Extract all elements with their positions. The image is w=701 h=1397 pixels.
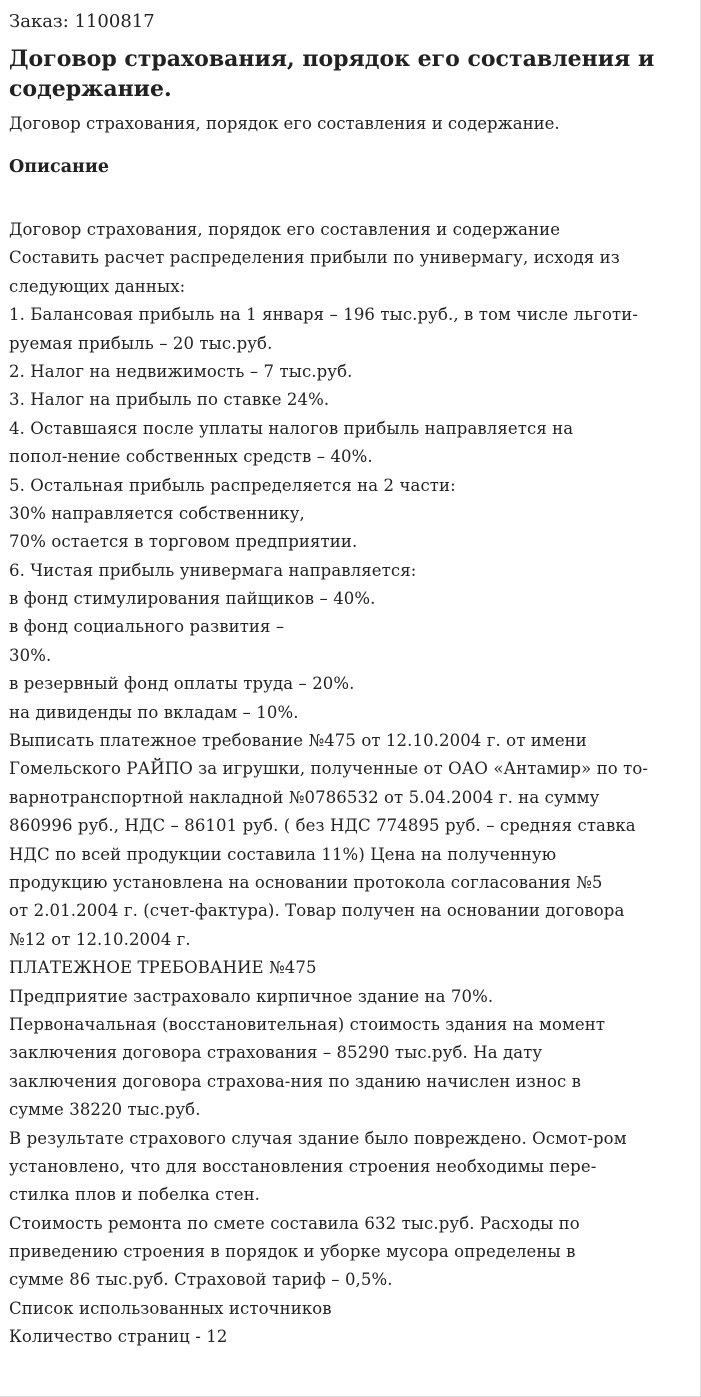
- description-line: приведению строения в порядок и уборке мусора определены в: [9, 1242, 576, 1262]
- description-line: сумме 86 тыс.руб. Страховой тариф – 0,5%.: [9, 1270, 393, 1290]
- document-subtitle: Договор страхования, порядок его составления и содержание.: [9, 114, 560, 133]
- description-line: НДС по всей продукции составила 11%) Цена на полученную: [9, 844, 557, 864]
- description-line: руемая прибыль – 20 тыс.руб.: [9, 333, 273, 353]
- description-line: 860996 руб., НДС – 86101 руб. ( без НДС 774895 руб. – средняя ставка: [9, 816, 636, 836]
- description-heading: Описание: [9, 157, 109, 177]
- description-line: заключения договора страхования – 85290 тыс.руб. На дату: [9, 1043, 543, 1063]
- description-line: Стоимость ремонта по смете составила 632 тыс.руб. Расходы по: [9, 1213, 580, 1233]
- description-line: №12 от 12.10.2004 г.: [9, 929, 191, 949]
- description-line: В результате страхового случая здание было повреждено. Осмот-ром: [9, 1128, 627, 1148]
- description-line: 30%.: [9, 645, 52, 665]
- description-line: от 2.01.2004 г. (счет-фактура). Товар получен на основании договора: [9, 901, 625, 921]
- description-line: 2. Налог на недвижимость – 7 тыс.руб.: [9, 361, 353, 381]
- description-line: Количество страниц - 12: [9, 1327, 228, 1347]
- description-line: 3. Налог на прибыль по ставке 24%.: [9, 390, 330, 410]
- description-line: 6. Чистая прибыль универмага направляется:: [9, 560, 417, 580]
- description-line: следующих данных:: [9, 276, 186, 296]
- description-line: сумме 38220 тыс.руб.: [9, 1100, 201, 1120]
- order-number: Заказ: 1100817: [9, 11, 155, 32]
- description-line: варнотранспортной накладной №0786532 от 5.04.2004 г. на сумму: [9, 787, 600, 807]
- description-line: Первоначальная (восстановительная) стоимость здания на момент: [9, 1014, 606, 1034]
- description-body: [9, 216, 688, 1352]
- description-line: 1. Балансовая прибыль на 1 января – 196 тыс.руб., в том числе льготи-: [9, 305, 639, 325]
- description-line: установлено, что для восстановления строения необходимы пере-: [9, 1156, 597, 1176]
- description-line: Договор страхования, порядок его составления и содержание: [9, 220, 561, 239]
- description-line: 30% направляется собственнику,: [9, 503, 305, 523]
- description-line: в фонд социального развития –: [9, 617, 285, 637]
- description-line: Предприятие застраховало кирпичное здание на 70%.: [9, 986, 494, 1006]
- description-line: 4. Оставшаяся после уплаты налогов прибыль направляется на: [9, 418, 574, 438]
- description-line: в резервный фонд оплаты труда – 20%.: [9, 674, 355, 694]
- description-line: в фонд стимулирования пайщиков – 40%.: [9, 589, 376, 609]
- document-title: Договор страхования, порядок его составления и содержание.: [9, 46, 655, 102]
- description-line: Выписать платежное требование №475 от 12.10.2004 г. от имени: [9, 731, 587, 751]
- description-line: на дивиденды по вкладам – 10%.: [9, 702, 299, 722]
- description-line: стилка плов и побелка стен.: [9, 1185, 261, 1205]
- description-line: Составить расчет распределения прибыли по универмагу, исходя из: [9, 248, 620, 268]
- description-line: заключения договора страхова-ния по зданию начислен износ в: [9, 1071, 582, 1091]
- description-line: ПЛАТЕЖНОЕ ТРЕБОВАНИЕ №475: [9, 958, 317, 978]
- description-line: Гомельского РАЙПО за игрушки, полученные от ОАО «Антамир» по то-: [9, 759, 649, 779]
- description-line: продукцию установлена на основании протокола согласования №5: [9, 872, 603, 892]
- description-line: Список использованных источников: [9, 1298, 332, 1318]
- description-line: 5. Остальная прибыль распределяется на 2 части:: [9, 475, 456, 495]
- description-line: попол-нение собственных средств – 40%.: [9, 447, 373, 467]
- description-line: 70% остается в торговом предприятии.: [9, 532, 358, 552]
